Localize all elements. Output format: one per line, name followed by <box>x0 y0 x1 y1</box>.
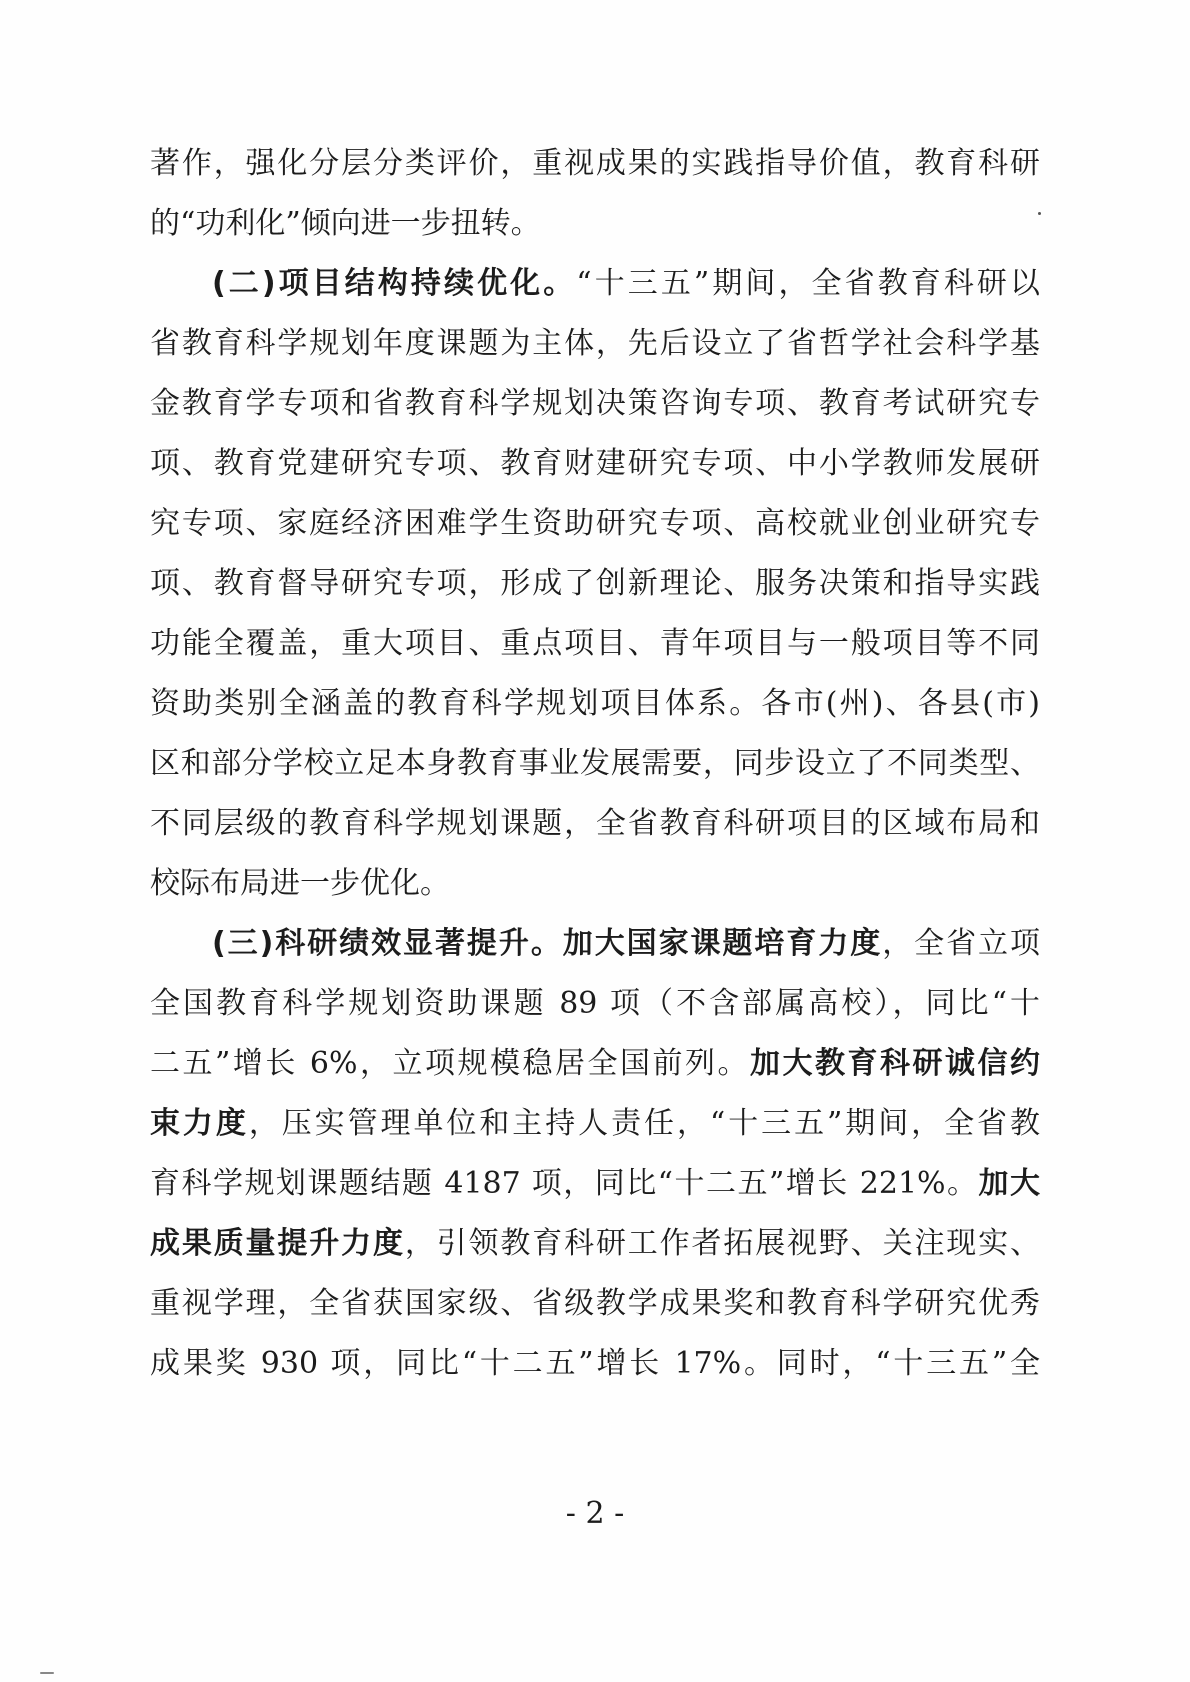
section-2-heading-line: (二)项目结构持续优化。“十三五”期间，全省教育科研以 <box>212 266 1040 301</box>
bold-phrase-integrity: 加大教育科研诚信约 <box>750 1046 1041 1081</box>
text-line-16: 二五”增长 6%，立项规模稳居全国前列。加大教育科研诚信约 <box>150 1046 1041 1081</box>
text-line-7: 究专项、家庭经济困难学生资助研究专项、高校就业创业研究专 <box>150 506 1040 541</box>
text-line-1: 著作，强化分层分类评价，重视成果的实践指导价值，教育科研 <box>150 146 1040 181</box>
text-line-9: 功能全覆盖，重大项目、重点项目、青年项目与一般项目等不同 <box>150 626 1040 661</box>
text-line-10: 资助类别全涵盖的教育科学规划项目体系。各市(州)、各县(市) <box>150 686 1040 721</box>
bold-phrase-constraint: 束力度 <box>150 1106 249 1141</box>
page-number: - 2 - <box>565 1496 625 1531</box>
text-line-20: 重视学理，全省获国家级、省级教学成果奖和教育科学研究优秀 <box>150 1286 1040 1321</box>
text-line-4: 省教育科学规划年度课题为主体，先后设立了省哲学社会科学基 <box>150 326 1040 361</box>
section-2-heading: (二)项目结构持续优化。 <box>212 266 577 301</box>
text-line-18: 育科学规划课题结题 4187 项，同比“十二五”增长 221%。加大 <box>150 1166 1040 1201</box>
scan-speck <box>40 1672 54 1674</box>
text-line-8: 项、教育督导研究专项，形成了创新理论、服务决策和指导实践 <box>150 566 1040 601</box>
text-line-19: 成果质量提升力度，引领教育科研工作者拓展视野、关注现实、 <box>150 1226 1041 1261</box>
bold-phrase-increase: 加大 <box>978 1166 1040 1201</box>
scan-speck <box>1038 212 1041 215</box>
text-line-21: 成果奖 930 项，同比“十二五”增长 17%。同时，“十三五”全 <box>150 1346 1040 1381</box>
text-line-12: 不同层级的教育科学规划课题，全省教育科研项目的区域布局和 <box>150 806 1040 841</box>
text-line-6: 项、教育党建研究专项、教育财建研究专项、中小学教师发展研 <box>150 446 1040 481</box>
text-line-17: 束力度，压实管理单位和主持人责任，“十三五”期间，全省教 <box>150 1106 1040 1141</box>
section-3-heading: (三)科研绩效显著提升。加大国家课题培育力度 <box>212 926 883 961</box>
text-line-2: 的“功利化”倾向进一步扭转。 <box>150 206 541 241</box>
text-line-13: 校际布局进一步优化。 <box>150 866 450 901</box>
text-line-11: 区和部分学校立足本身教育事业发展需要，同步设立了不同类型、 <box>150 746 1040 781</box>
bold-phrase-quality: 成果质量提升力度 <box>150 1226 405 1261</box>
text-line-5: 金教育学专项和省教育科学规划决策咨询专项、教育考试研究专 <box>150 386 1040 421</box>
section-3-heading-line: (三)科研绩效显著提升。加大国家课题培育力度，全省立项 <box>212 926 1040 961</box>
text-line-15: 全国教育科学规划资助课题 89 项（不含部属高校），同比“十 <box>150 986 1040 1021</box>
